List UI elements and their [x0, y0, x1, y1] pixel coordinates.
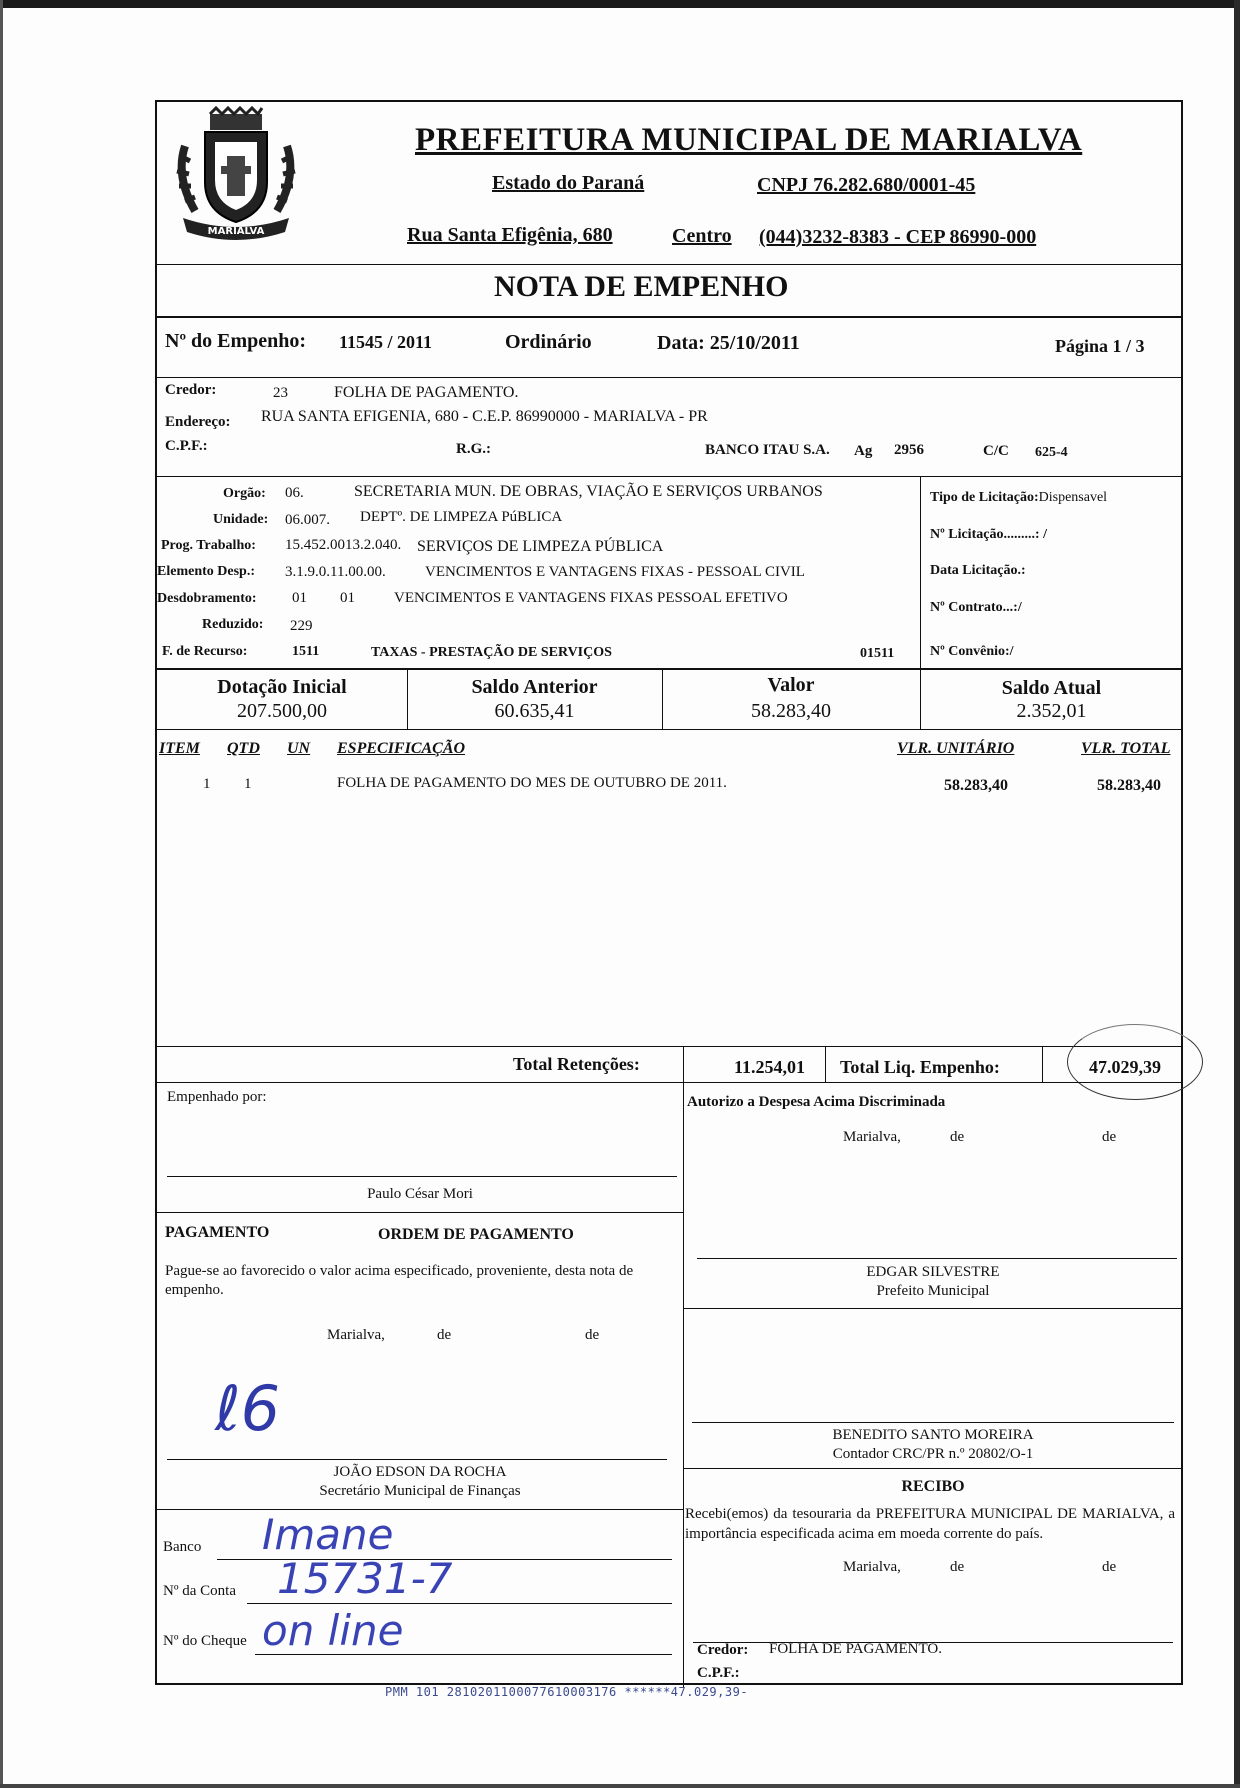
saldo-anterior-label: Saldo Anterior	[471, 676, 598, 698]
prefeito-title: Prefeito Municipal	[876, 1283, 990, 1299]
pagamento-text: Pague-se ao favorecido o valor acima especificado, proveniente, desta nota de empenho.	[165, 1263, 634, 1298]
total-liq-empenho: 47.029,39	[1089, 1057, 1161, 1077]
nota-empenho-form	[155, 100, 1183, 1685]
credor-code: 23	[273, 385, 288, 401]
recibo-de-1: de	[950, 1559, 965, 1575]
empenho-date: Data: 25/10/2011	[657, 332, 800, 354]
secretario-name: JOÃO EDSON DA ROCHA	[333, 1464, 507, 1480]
signature-line	[692, 1422, 1174, 1423]
divider	[920, 476, 921, 669]
divider	[683, 1468, 1183, 1469]
dotacao-value: 207.500,00	[237, 700, 327, 722]
reduzido: 229	[290, 618, 313, 634]
recibo-cpf-label: C.P.F.:	[697, 1665, 740, 1681]
recurso-label: F. de Recurso:	[162, 644, 248, 659]
cheque-label: Nº do Cheque	[163, 1633, 247, 1649]
divider	[157, 1509, 683, 1510]
signature-line	[697, 1258, 1177, 1259]
municipal-crest-icon	[165, 106, 307, 248]
divider	[157, 668, 1183, 670]
recibo-text: Recebi(emos) da tesouraria da PREFEITURA MUNICIPAL DE MARIALVA, a importância especificada acima em moeda corrente do país.	[685, 1506, 1175, 1542]
credor-label: Credor:	[165, 382, 217, 398]
valor-value: 58.283,40	[751, 700, 831, 722]
credor-name: FOLHA DE PAGAMENTO.	[334, 384, 519, 401]
divider	[825, 1046, 826, 1082]
orgao-name: SECRETARIA MUN. DE OBRAS, VIAÇÃO E SERVIÇOS URBANOS	[354, 483, 823, 500]
prog-name: SERVIÇOS DE LIMPEZA PÚBLICA	[417, 538, 664, 555]
endereco: RUA SANTA EFIGENIA, 680 - C.E.P. 86990000 - MARIALVA - PR	[261, 408, 708, 425]
scan-edge-left	[0, 0, 3, 1788]
unidade-label: Unidade:	[213, 512, 269, 527]
crest-banner-text: MARIALVA	[207, 226, 265, 237]
doc-title: NOTA DE EMPENHO	[494, 270, 789, 303]
recurso-name: TAXAS - PRESTAÇÃO DE SERVIÇOS	[371, 645, 612, 660]
ordem-pagamento: ORDEM DE PAGAMENTO	[378, 1226, 574, 1243]
desdobramento-code-1: 01	[292, 590, 307, 606]
divider	[157, 1082, 1183, 1083]
footer-code: PMM 101 2810201100077610003176 ******47.029,39-	[385, 1685, 749, 1699]
autorizo-de-1: de	[950, 1129, 965, 1145]
elemento-code: 3.1.9.0.11.00.00.	[285, 564, 386, 580]
empenhado-label: Empenhado por:	[167, 1089, 267, 1105]
conta-handwritten: 15731-7	[277, 1554, 453, 1603]
bank-name: BANCO ITAU S.A.	[705, 442, 830, 458]
divider	[157, 1212, 683, 1213]
unidade-code: 06.007.	[285, 512, 330, 528]
total-retencoes: 11.254,01	[734, 1057, 806, 1077]
account: 625-4	[1035, 445, 1068, 460]
page-number: Página 1 / 3	[1055, 336, 1145, 356]
orgao-label: Orgão:	[223, 486, 266, 501]
empenho-number-label: Nº do Empenho:	[165, 330, 307, 352]
pagamento-de-1: de	[437, 1327, 452, 1343]
total-retencoes-label: Total Retenções:	[513, 1054, 640, 1074]
unidade-name: DEPTº. DE LIMPEZA PúBLICA	[360, 509, 563, 525]
total-liq-label: Total Liq. Empenho:	[840, 1057, 1000, 1077]
saldo-atual-value: 2.352,01	[1016, 700, 1087, 722]
secretario-title: Secretário Municipal de Finanças	[319, 1483, 521, 1499]
numero-convenio: Nº Convênio:/	[930, 644, 1014, 659]
desdobramento-name: VENCIMENTOS E VANTAGENS FIXAS PESSOAL EFETIVO	[394, 590, 788, 606]
recurso-ref: 01511	[860, 646, 895, 661]
divider	[683, 1046, 684, 1082]
empenho-type: Ordinário	[505, 331, 592, 353]
handwritten-circle-mark	[1067, 1024, 1203, 1100]
rg-label: R.G.:	[456, 441, 491, 457]
prog-code: 15.452.0013.2.040.	[285, 537, 402, 553]
autorizo-text: Autorizo a Despesa Acima Discriminada	[687, 1094, 946, 1110]
recurso-code: 1511	[292, 644, 320, 659]
signature-line	[167, 1459, 667, 1460]
divider	[157, 476, 1183, 477]
cnpj: CNPJ 76.282.680/0001-45	[757, 174, 976, 196]
item-especificacao: FOLHA DE PAGAMENTO DO MES DE OUTUBRO DE 2011.	[337, 775, 727, 791]
empenho-number: 11545 / 2011	[339, 332, 433, 352]
col-valor-total: VLR. TOTAL	[1081, 740, 1171, 757]
col-item: ITEM	[159, 740, 200, 757]
prefeitura-title: PREFEITURA MUNICIPAL DE MARIALVA	[415, 122, 1083, 158]
scan-edge-right	[1234, 0, 1240, 1788]
divider	[157, 264, 1183, 265]
prog-label: Prog. Trabalho:	[161, 538, 256, 553]
divider	[683, 1308, 1183, 1309]
valor-label: Valor	[767, 674, 815, 696]
district: Centro	[672, 225, 732, 247]
recibo-credor-label: Credor:	[697, 1642, 749, 1658]
col-qtd: QTD	[227, 740, 260, 757]
cpf-label: C.P.F.:	[165, 438, 208, 454]
item-valor-unitario: 58.283,40	[944, 777, 1008, 794]
agency-label: Ag	[854, 443, 873, 459]
orgao-code: 06.	[285, 485, 304, 501]
conta-label: Nº da Conta	[163, 1583, 236, 1599]
agency: 2956	[894, 442, 924, 458]
elemento-label: Elemento Desp.:	[157, 564, 255, 579]
numero-contrato: Nº Contrato...:/	[930, 600, 1022, 615]
divider	[157, 1046, 1183, 1047]
street-address: Rua Santa Efigênia, 680	[407, 224, 613, 246]
recibo-de-2: de	[1102, 1559, 1117, 1575]
account-label: C/C	[983, 443, 1009, 459]
item-qtd: 1	[244, 776, 252, 792]
numero-licitacao: Nº Licitação.........: /	[930, 527, 1047, 542]
phone-cep: (044)3232-8383 - CEP 86990-000	[759, 226, 1037, 248]
conta-line	[247, 1603, 672, 1604]
contador-title: Contador CRC/PR n.º 20802/O-1	[832, 1446, 1034, 1462]
item-valor-total: 58.283,40	[1097, 777, 1161, 794]
recibo-credor: FOLHA DE PAGAMENTO.	[769, 1641, 942, 1657]
recibo-place: Marialva,	[843, 1559, 901, 1575]
autorizo-place: Marialva,	[843, 1129, 901, 1145]
saldo-atual-label: Saldo Atual	[1001, 677, 1102, 699]
prefeito-name: EDGAR SILVESTRE	[866, 1264, 1000, 1280]
item-number: 1	[203, 776, 211, 792]
pagamento-label: PAGAMENTO	[165, 1224, 270, 1241]
scan-edge-top	[0, 0, 1240, 8]
banco-label: Banco	[163, 1539, 202, 1555]
col-valor-unitario: VLR. UNITÁRIO	[897, 740, 1015, 757]
pagamento-de-2: de	[585, 1327, 600, 1343]
dotacao-label: Dotação Inicial	[217, 676, 347, 698]
secretario-signature: ℓ6	[215, 1372, 281, 1445]
divider	[157, 377, 1183, 378]
desdobramento-code-2: 01	[340, 590, 355, 606]
state-name: Estado do Paraná	[492, 172, 645, 194]
divider	[157, 729, 1183, 730]
banco-handwritten: Imane	[262, 1510, 394, 1559]
divider	[1042, 1046, 1043, 1082]
contador-name: BENEDITO SANTO MOREIRA	[832, 1427, 1034, 1443]
scan-edge-bottom	[0, 1784, 1240, 1788]
signature-line	[167, 1176, 677, 1177]
col-especificacao: ESPECIFICAÇÃO	[337, 740, 466, 757]
saldo-anterior-value: 60.635,41	[494, 700, 575, 722]
recibo-title: RECIBO	[901, 1478, 965, 1495]
data-licitacao: Data Licitação.:	[930, 563, 1026, 578]
tipo-licitacao-label: Tipo de Licitação:	[930, 490, 1039, 505]
col-un: UN	[287, 740, 311, 757]
reduzido-label: Reduzido:	[202, 617, 264, 632]
desdobramento-label: Desdobramento:	[157, 591, 257, 606]
tipo-licitacao: Dispensavel	[1038, 490, 1108, 505]
pagamento-place: Marialva,	[327, 1327, 385, 1343]
elemento-name: VENCIMENTOS E VANTAGENS FIXAS - PESSOAL CIVIL	[425, 564, 805, 580]
autorizo-de-2: de	[1102, 1129, 1117, 1145]
divider	[157, 316, 1183, 318]
divider	[683, 1082, 684, 1687]
empenhado-name: Paulo César Mori	[367, 1186, 473, 1202]
endereco-label: Endereço:	[165, 414, 231, 430]
cheque-handwritten: on line	[262, 1606, 404, 1655]
